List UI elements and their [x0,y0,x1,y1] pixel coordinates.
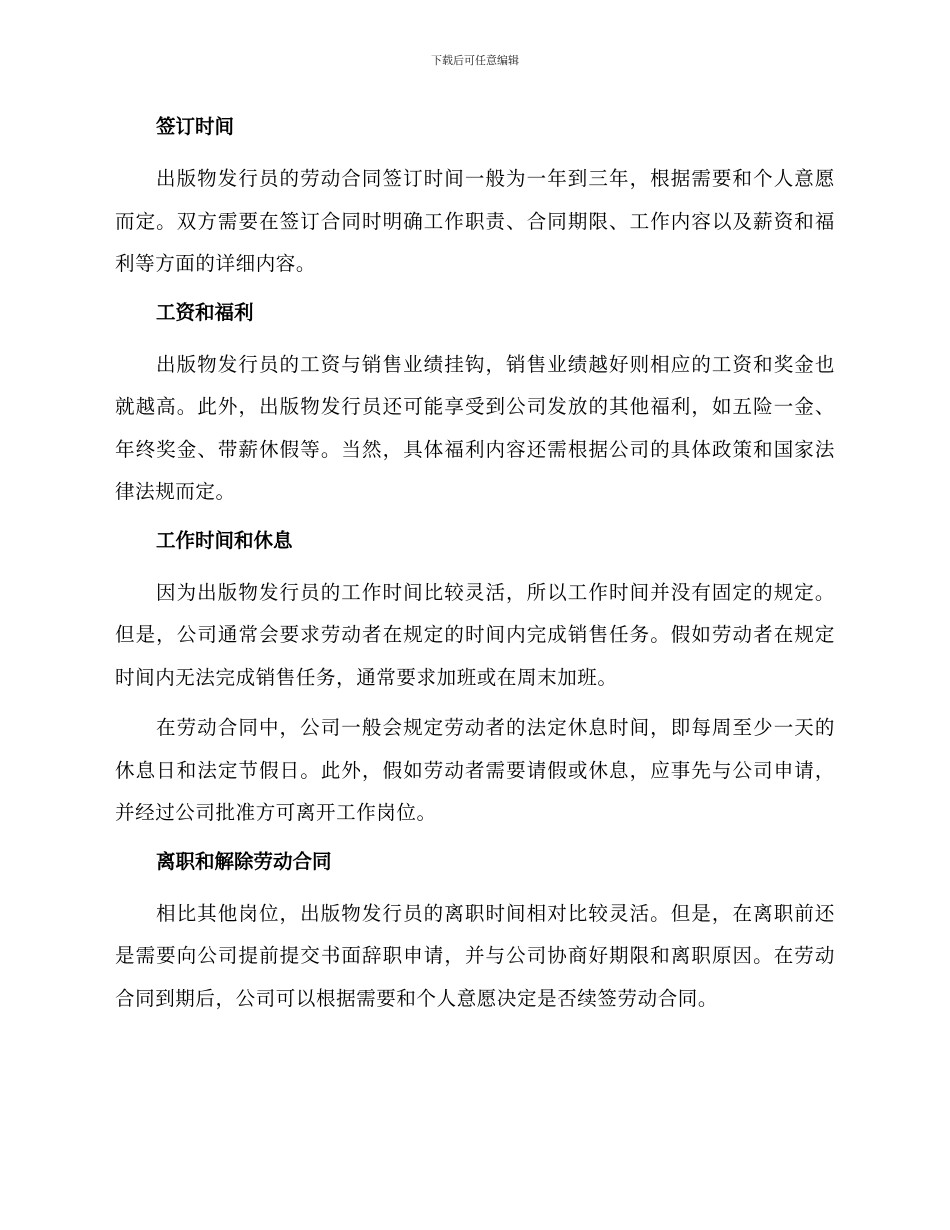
paragraph: 相比其他岗位，出版物发行员的离职时间相对比较灵活。但是，在离职前还是需要向公司提前提交书面辞职申请，并与公司协商好期限和离职原因。在劳动合同到期后，公司可以根据需要和个人意愿决定是否续签劳动合同。 [115,901,835,1010]
section-heading: 工资和福利 [156,300,254,324]
document-body [115,108,835,1028]
paragraph: 出版物发行员的工资与销售业绩挂钩，销售业绩越好则相应的工资和奖金也就越高。此外，出版物发行员还可能享受到公司发放的其他福利，如五险一金、年终奖金、带薪休假等。当然，具体福利内容还需根据公司的具体政策和国家法律法规而定。 [115,352,835,503]
header-note: 下载后可任意编辑 [431,54,519,67]
section-work-hours-rest [115,522,835,835]
section-heading: 离职和解除劳动合同 [156,849,332,873]
paragraph: 出版物发行员的劳动合同签订时间一般为一年到三年，根据需要和个人意愿而定。双方需要在签订合同时明确工作职责、合同期限、工作内容以及薪资和福利等方面的详细内容。 [115,167,835,275]
section-heading: 签订时间 [156,115,235,138]
section-heading: 工作时间和休息 [156,528,293,552]
section-resignation-termination [115,843,835,1021]
paragraph: 因为出版物发行员的工作时间比较灵活，所以工作时间并没有固定的规定。但是，公司通常会要求劳动者在规定的时间内完成销售任务。假如劳动者在规定时间内无法完成销售任务，通常要求加班或在周末加班。 [115,580,835,689]
paragraph: 在劳动合同中，公司一般会规定劳动者的法定休息时间，即每周至少一天的休息日和法定节假日。此外，假如劳动者需要请假或休息，应事先与公司申请，并经过公司批准方可离开工作岗位。 [115,716,835,824]
section-salary-benefits [115,294,835,514]
section-signing-time [115,108,835,286]
